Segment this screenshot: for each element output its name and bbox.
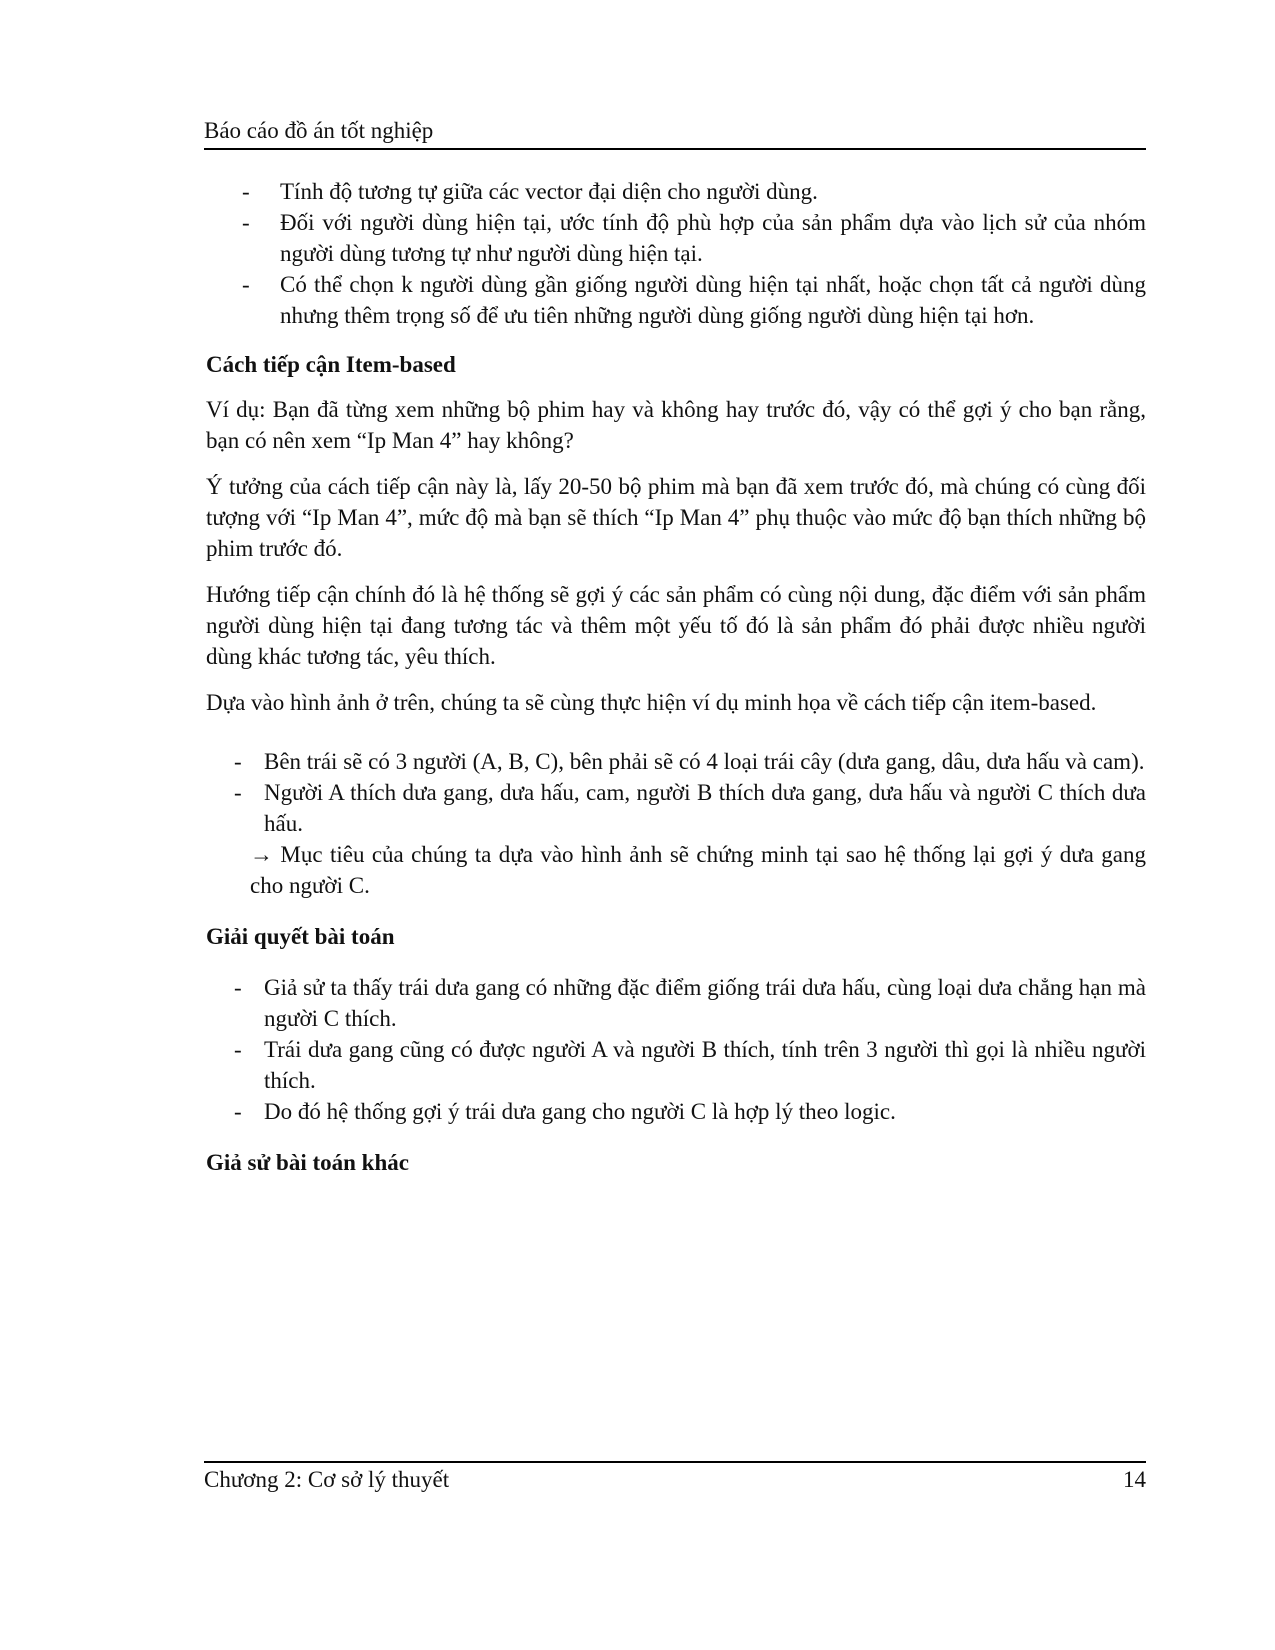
section-heading-item-based: Cách tiếp cận Item-based (206, 352, 456, 377)
list-item: - Đối với người dùng hiện tại, ước tính độ phù hợp của sản phẩm dựa vào lịch sử của nhóm người dùng tương tự như người dùng hiện tại. (206, 207, 1146, 269)
list-dash: - (234, 1037, 242, 1062)
list-item: - Trái dưa gang cũng có được người A và người B thích, tính trên 3 người thì gọi là nhiều người thích. (206, 1034, 1146, 1096)
list-item: - Giả sử ta thấy trái dưa gang có những đặc điểm giống trái dưa hấu, cùng loại dưa chẳng hạn mà người C thích. (206, 972, 1146, 1034)
page-header (204, 116, 1146, 150)
header-title: Báo cáo đồ án tốt nghiệp (204, 118, 434, 143)
bullet-list-user-based (206, 176, 1146, 331)
arrow-note: → Mục tiêu của chúng ta dựa vào hình ảnh sẽ chứng minh tại sao hệ thống lại gợi ý dưa gang cho người C. (250, 842, 1146, 898)
paragraph: Ý tưởng của cách tiếp cận này là, lấy 20-50 bộ phim mà bạn đã xem trước đó, mà chúng có cùng đối tượng với “Ip Man 4”, mức độ mà bạn sẽ thích “Ip Man 4” phụ thuộc vào mức độ bạn thích những bộ phim trước đó. (206, 474, 1146, 561)
page-number: 14 (1123, 1467, 1146, 1492)
list-dash: - (234, 1099, 242, 1124)
bullet-list-example (206, 746, 1146, 839)
list-dash: - (242, 272, 250, 297)
list-item: - Bên trái sẽ có 3 người (A, B, C), bên phải sẽ có 4 loại trái cây (dưa gang, dâu, dưa hấu và cam). (206, 746, 1146, 777)
list-item: - Người A thích dưa gang, dưa hấu, cam, người B thích dưa gang, dưa hấu và người C thích dưa hấu. (206, 777, 1146, 839)
page-content (206, 176, 1146, 1192)
list-dash: - (242, 179, 250, 204)
paragraph: Hướng tiếp cận chính đó là hệ thống sẽ gợi ý các sản phẩm có cùng nội dung, đặc điểm với sản phẩm người dùng hiện tại đang tương tác và thêm một yếu tố đó là sản phẩm đó phải được nhiều người dùng khác tương tác, yêu thích. (206, 582, 1146, 669)
list-item: - Do đó hệ thống gợi ý trái dưa gang cho người C là hợp lý theo logic. (206, 1096, 1146, 1127)
paragraph: Dựa vào hình ảnh ở trên, chúng ta sẽ cùng thực hiện ví dụ minh họa về cách tiếp cận item-based. (206, 690, 1097, 715)
list-item: - Tính độ tương tự giữa các vector đại diện cho người dùng. (206, 176, 1146, 207)
list-dash: - (234, 780, 242, 805)
paragraph: Ví dụ: Bạn đã từng xem những bộ phim hay và không hay trước đó, vậy có thể gợi ý cho bạn rằng, bạn có nên xem “Ip Man 4” hay không? (206, 397, 1146, 453)
page-footer (204, 1461, 1146, 1495)
list-dash: - (234, 975, 242, 1000)
list-item: - Có thể chọn k người dùng gần giống người dùng hiện tại nhất, hoặc chọn tất cả người dùng nhưng thêm trọng số để ưu tiên những người dùng giống người dùng hiện tại hơn. (206, 269, 1146, 331)
list-dash: - (242, 210, 250, 235)
list-dash: - (234, 749, 242, 774)
section-heading-solve: Giải quyết bài toán (206, 924, 395, 949)
footer-chapter: Chương 2: Cơ sở lý thuyết (204, 1467, 450, 1492)
bullet-list-solution (206, 972, 1146, 1127)
section-heading-other-problem: Giả sử bài toán khác (206, 1150, 409, 1175)
